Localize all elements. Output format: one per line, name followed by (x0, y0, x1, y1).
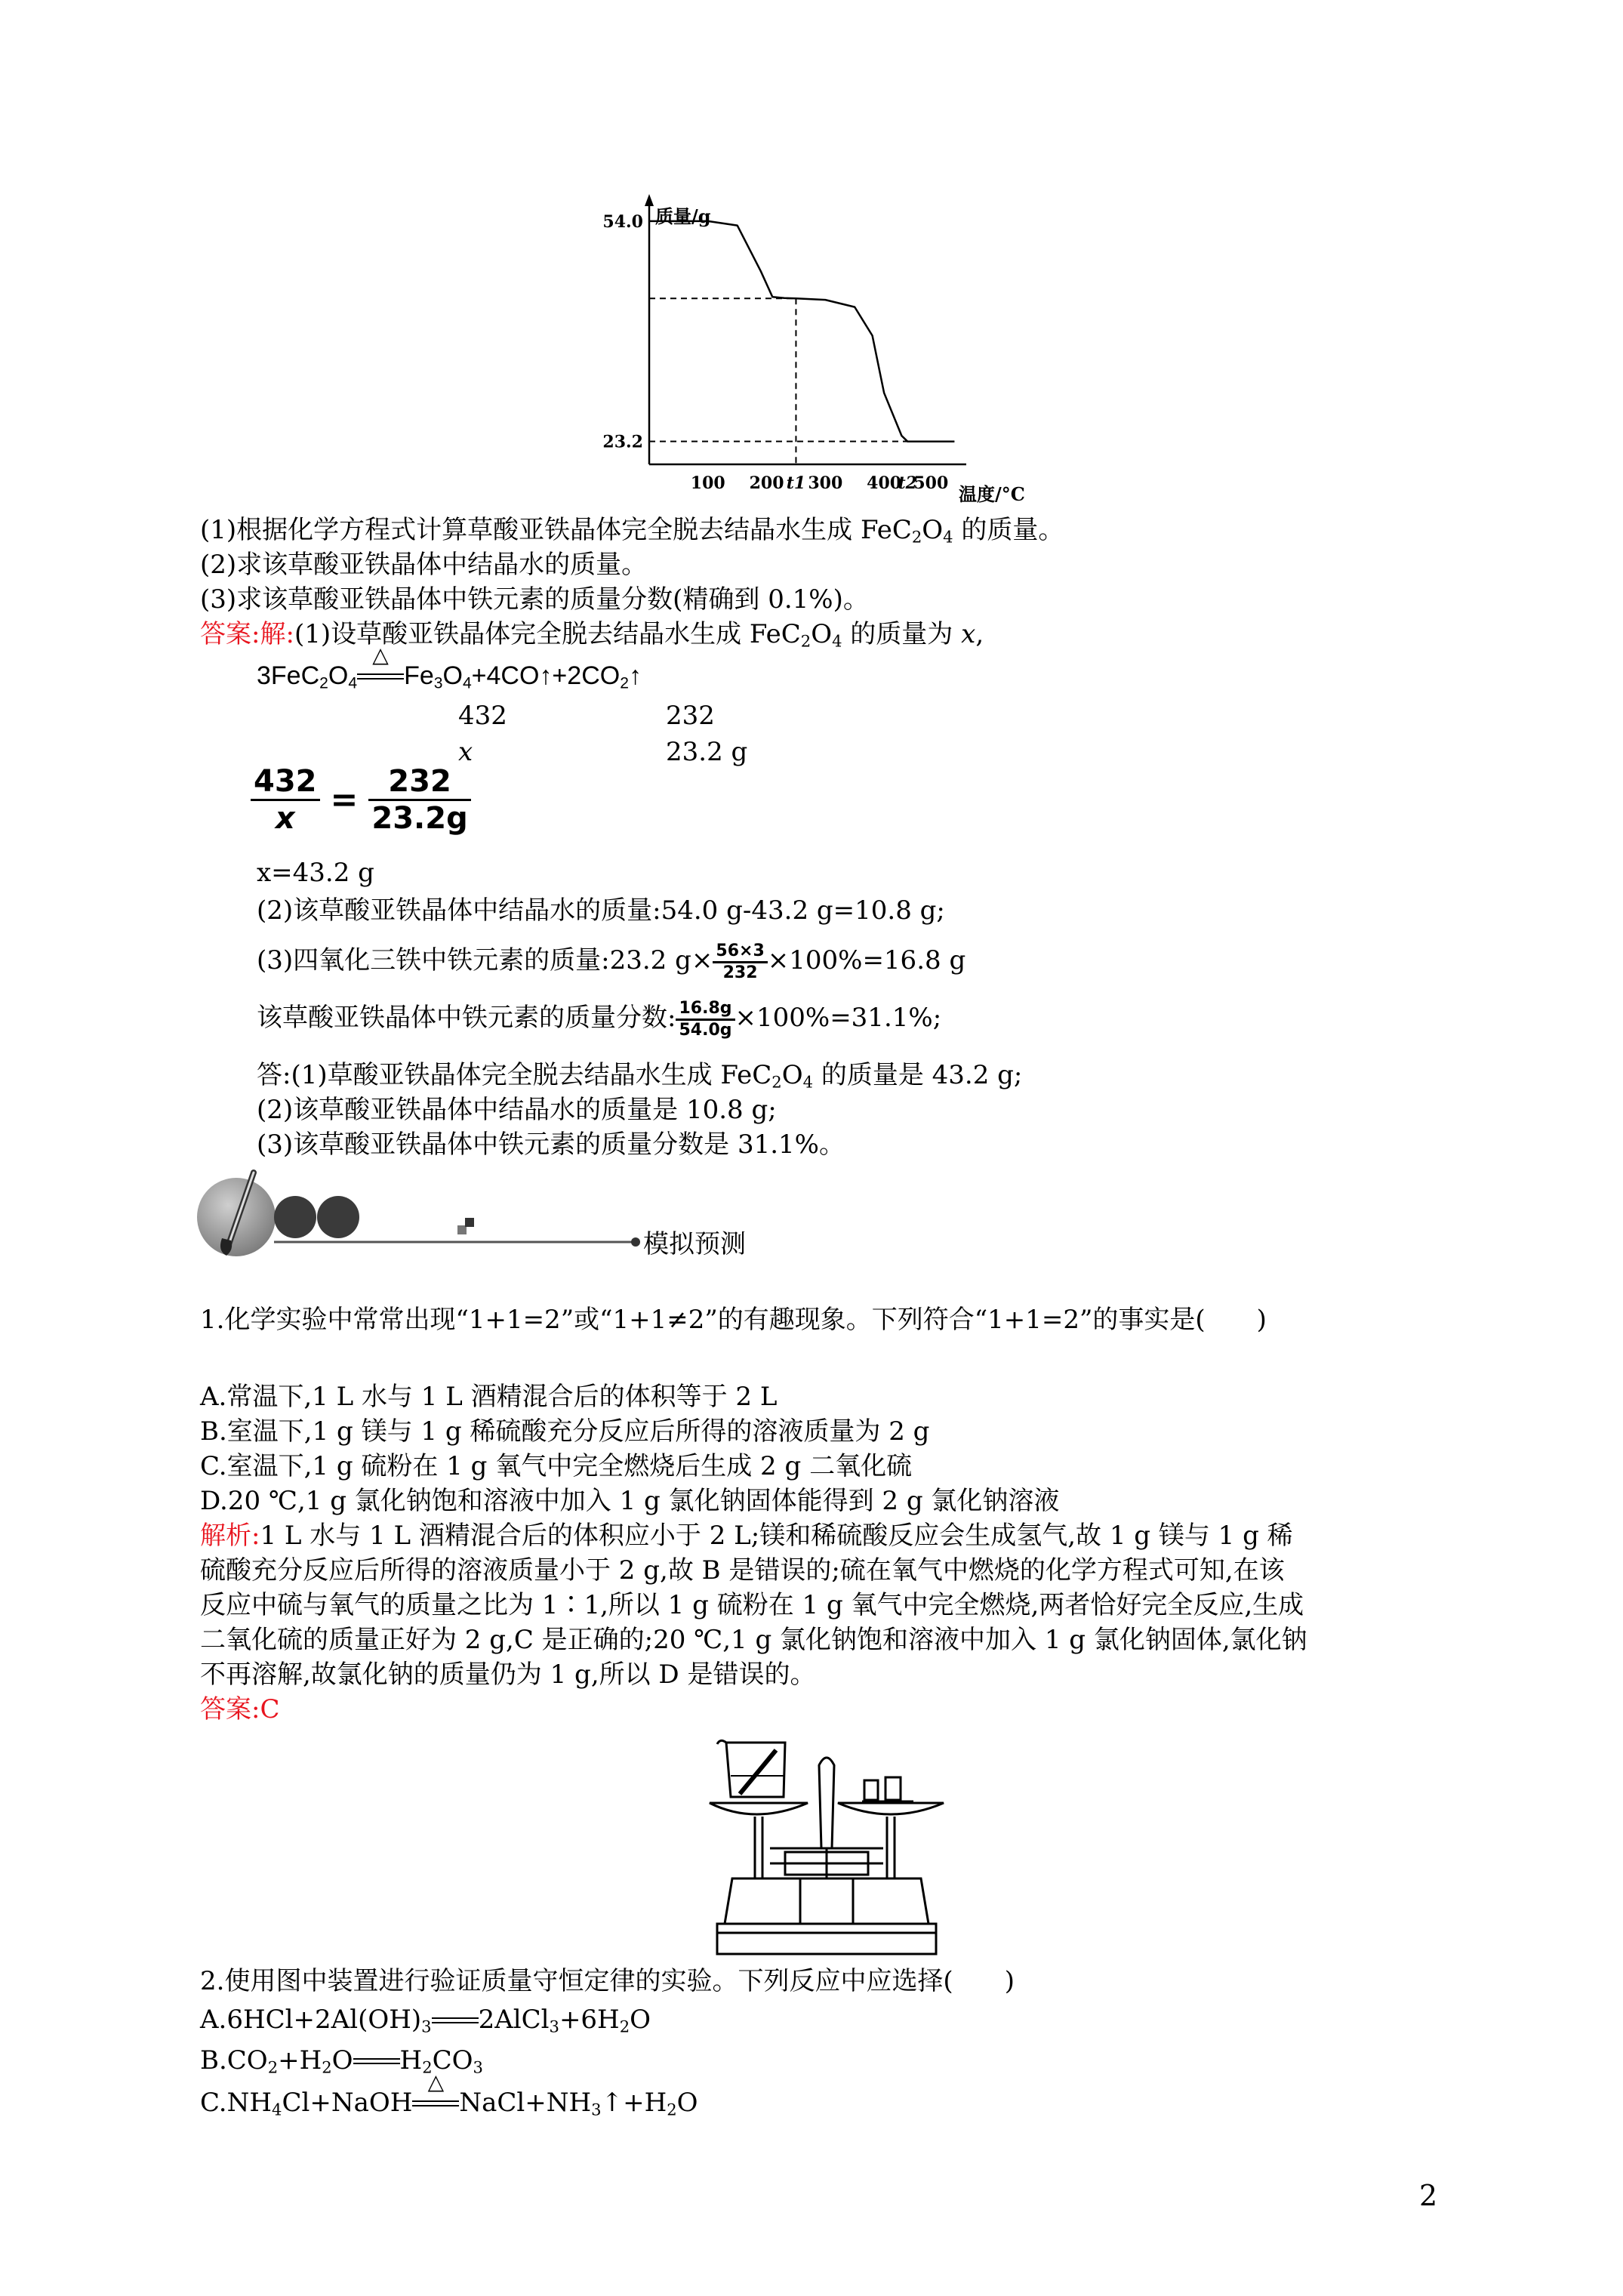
step-2: (2)该草酸亚铁晶体中结晶水的质量:54.0 g-43.2 g=10.8 g; (257, 895, 945, 926)
equals-sign (353, 2043, 400, 2069)
step-3-post: ×100%=16.8 g (767, 945, 966, 975)
ratio-row-b-right: 23.2 g (666, 737, 748, 767)
ratio-row-a-left: 432 (458, 701, 507, 731)
step-3-den: 232 (722, 963, 758, 982)
x-axis-label: 温度/°C (959, 483, 1025, 505)
y-tick-label: 54.0 (602, 211, 643, 232)
question-2: (2)求该草酸亚铁晶体中结晶水的质量。 (200, 550, 648, 580)
mc1-analysis-2: 硫酸充分反应后所得的溶液质量小于 2 g,故 B 是错误的;硫在氧气中燃烧的化学方程式可知,在该 (200, 1555, 1285, 1586)
x-tick-label: 500 (913, 473, 949, 493)
mc1-answer (200, 1693, 279, 1726)
y-axis-label: 质量/g (655, 205, 711, 227)
mc1-analysis-4: 二氧化硫的质量正好为 2 g,C 是正确的;20 ℃,1 g 氯化钠饱和溶液中加入 1 g 氯化钠固体,氯化钠 (200, 1625, 1307, 1655)
mc2-stem: 2.使用图中装置进行验证质量守恒定律的实验。下列反应中应选择( ) (200, 1966, 1015, 1996)
solution-label: 解: (260, 619, 294, 649)
x-tick-label: t2 (898, 473, 917, 493)
ratio-row-b-left: x (458, 737, 473, 767)
x-tick-label: 100 (690, 473, 725, 493)
answer-label-2: 答案: (200, 1694, 260, 1724)
ratio-row-a-right: 232 (666, 701, 715, 731)
mc1-analysis-1 (200, 1519, 1293, 1552)
step-3-num: 56×3 (713, 942, 767, 963)
step-4-post: ×100%=31.1%; (735, 1003, 942, 1033)
x-tick-label: 400 (867, 473, 902, 493)
heat-equals-sign: △ (412, 2085, 459, 2111)
y-tick-label: 23.2 (602, 432, 643, 452)
step-4 (257, 995, 941, 1040)
mc1-stem: 1.化学实验中常常出现“1+1=2”或“1+1≠2”的有趣现象。下列符合“1+1=2”的事实是( ) (200, 1305, 1267, 1335)
banner-dot-icon (274, 1196, 316, 1238)
fraction-left-den: x (275, 801, 295, 836)
balance-scale-illustration (694, 1735, 959, 1969)
equals-sign (432, 2002, 479, 2028)
question-1-text: (1)根据化学方程式计算草酸亚铁晶体完全脱去结晶水生成 (200, 515, 853, 545)
x-tick-label: 300 (808, 473, 843, 493)
analysis-label: 解析: (200, 1521, 260, 1551)
mc1-option-a: A.常温下,1 L 水与 1 L 酒精混合后的体积等于 2 L (200, 1382, 778, 1412)
conclusion-3: (3)该草酸亚铁晶体中铁元素的质量分数是 31.1%。 (257, 1130, 845, 1160)
mc2-option-b: $B.CO_2+H_2O$ $H_2CO_3$ (200, 2043, 483, 2084)
chart-axes (645, 194, 966, 464)
mc1-option-c: C.室温下,1 g 硫粉在 1 g 氧气中完全燃烧后生成 2 g 二氧化硫 (200, 1451, 913, 1481)
question-1-end: 的质量。 (961, 515, 1064, 545)
fraction-left-num: 432 (251, 764, 320, 801)
x-tick-label: t1 (786, 473, 806, 493)
step-4-pre: 该草酸亚铁晶体中铁元素的质量分数: (257, 1003, 676, 1033)
step-3 (257, 938, 965, 983)
fraction-right (368, 764, 470, 836)
x-tick-label: 200 (749, 473, 784, 493)
section-title: 模拟预测 (643, 1229, 746, 1259)
x-result: x=43.2 g (257, 858, 374, 888)
mc2-option-c: $C.NH_4Cl+NaOH$ △ $NaCl+NH_3↑+H_2O$ (200, 2069, 698, 2119)
fraction-right-num: 232 (368, 764, 470, 801)
reaction-equation: $3FeC_2O_4$ △ $Fe_3O_4+4CO↑+2CO_2↑$ (257, 643, 642, 692)
answer-line-1: 答案:解:(1)设草酸亚铁晶体完全脱去结晶水生成 $FeC_2O_4$ 的质量为 x, (200, 619, 984, 651)
proportion-equation: $\frac{432}{x}$ = $\frac{232}{23.2g}$ (251, 764, 471, 836)
section-banner (195, 1166, 663, 1265)
analysis-text-1: 1 L 水与 1 L 酒精混合后的体积应小于 2 L;镁和稀硫酸反应会生成氢气,故 1 g 镁与 1 g 稀 (260, 1521, 1293, 1551)
heat-equals-sign: △ (357, 658, 404, 684)
mc1-analysis-5: 不再溶解,故氯化钠的质量仍为 1 g,所以 D 是错误的。 (200, 1660, 816, 1690)
question-3: (3)求该草酸亚铁晶体中铁元素的质量分数(精确到 0.1%)。 (200, 584, 869, 615)
fraction-right-den: 23.2g (371, 801, 468, 836)
page-number: 2 (1419, 2179, 1438, 2212)
step-4-num: 16.8g (676, 999, 735, 1021)
mc1-option-b: B.室温下,1 g 镁与 1 g 稀硫酸充分反应后所得的溶液质量为 2 g (200, 1416, 930, 1447)
mass-temperature-chart (589, 193, 1057, 510)
mc2-option-a: $A.6HCl+2Al(OH)_3$ $2AlCl_3+6H_2O$ (200, 2002, 651, 2043)
fraction-left (251, 764, 320, 836)
conclusion-1: 答:(1)草酸亚铁晶体完全脱去结晶水生成 $FeC_2O_4$ 的质量是 43.2 g; (257, 1060, 1023, 1092)
mass-curve (649, 221, 954, 442)
step-4-fraction (676, 999, 735, 1040)
banner-dot-icon (317, 1196, 359, 1238)
step-3-fraction (713, 942, 767, 983)
mc1-analysis-3: 反应中硫与氧气的质量之比为 1∶1,所以 1 g 硫粉在 1 g 氧气中完全燃烧,两者恰好完全反应,生成 (200, 1590, 1304, 1620)
step-4-den: 54.0g (679, 1020, 732, 1040)
question-1-formula: $FeC_2O_4$ (860, 515, 953, 547)
answer-label: 答案: (200, 619, 260, 649)
step-3-pre: (3)四氧化三铁中铁元素的质量:23.2 g× (257, 945, 713, 975)
mc1-option-d: D.20 ℃,1 g 氯化钠饱和溶液中加入 1 g 氯化钠固体能得到 2 g 氯化钠溶液 (200, 1486, 1060, 1516)
answer-value: C (260, 1694, 280, 1724)
conclusion-2: (2)该草酸亚铁晶体中结晶水的质量是 10.8 g; (257, 1095, 777, 1125)
